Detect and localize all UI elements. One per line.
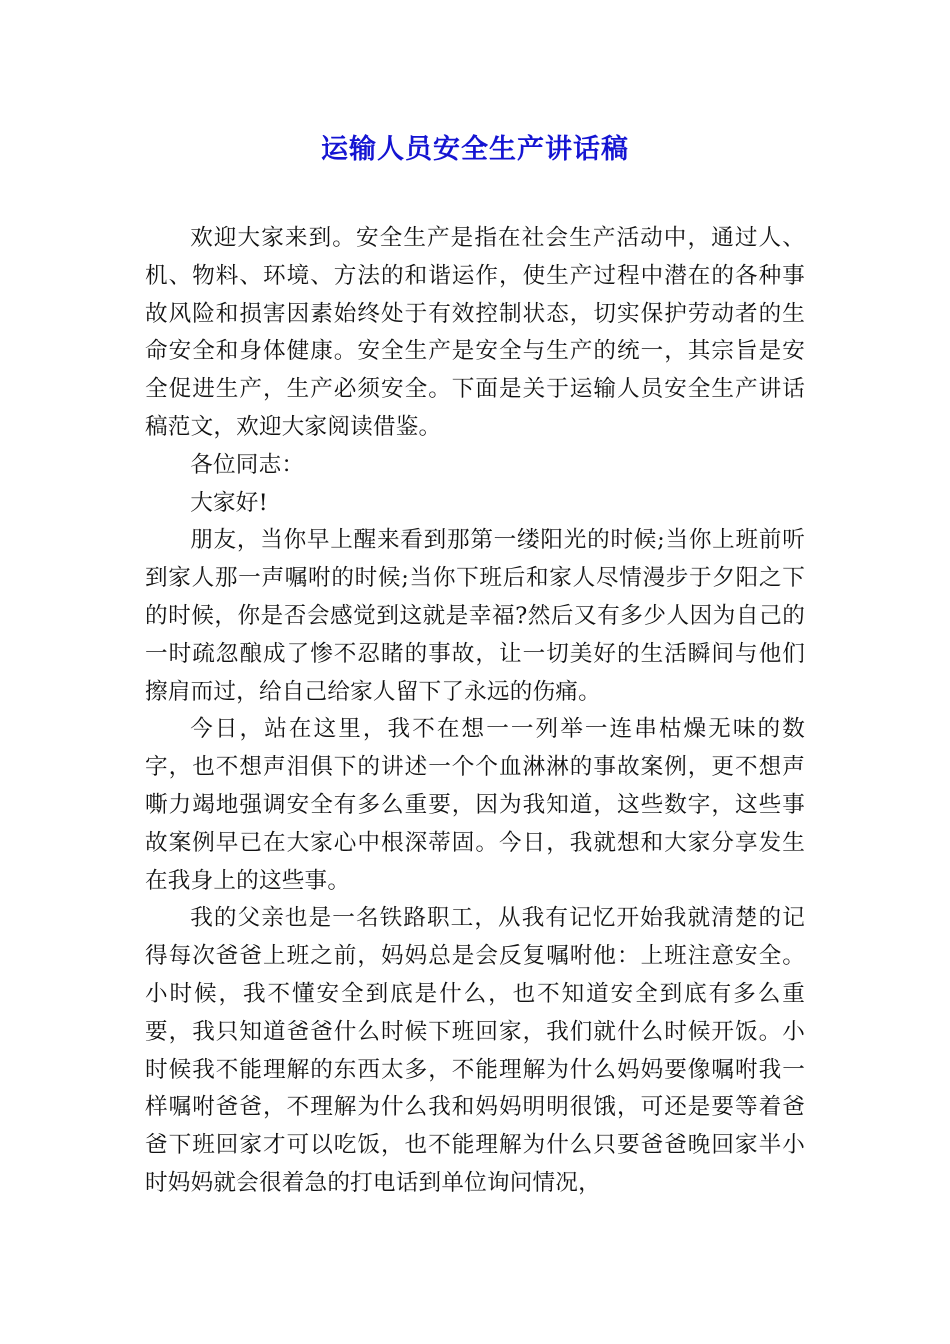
paragraph-today: 今日，站在这里，我不在想一一列举一连串枯燥无味的数字，也不想声泪俱下的讲述一个个血淋淋的事故案例，更不想声嘶力竭地强调安全有多么重要，因为我知道，这些数字，这些事故案例早已在大家心中根深蒂固。今日，我就想和大家分享发生在我身上的这些事。	[145, 716, 805, 894]
paragraph-father: 我的父亲也是一名铁路职工，从我有记忆开始我就清楚的记得每次爸爸上班之前，妈妈总是会反复嘱咐他：上班注意安全。小时候，我不懂安全到底是什么，也不知道安全到底有多么重要，我只知道爸爸什么时候下班回家，我们就什么时候开饭。小时候我不能理解的东西太多，不能理解为什么妈妈要像嘱咐我一样嘱咐爸爸，不理解为什么我和妈妈明明很饿，可还是要等着爸爸下班回家才可以吃饭，也不能理解为什么只要爸爸晚回家半小时妈妈就会很着急的打电话到单位询问情况，	[145, 905, 805, 1196]
paragraph-intro: 欢迎大家来到。安全生产是指在社会生产活动中，通过人、机、物料、环境、方法的和谐运作，使生产过程中潜在的各种事故风险和损害因素始终处于有效控制状态，切实保护劳动者的生命安全和身体健康。安全生产是安全与生产的统一，其宗旨是安全促进生产，生产必须安全。下面是关于运输人员安全生产讲话稿范文，欢迎大家阅读借鉴。	[145, 225, 805, 440]
paragraph-friends: 朋友，当你早上醒来看到那第一缕阳光的时候;当你上班前听到家人那一声嘱咐的时候;当你下班后和家人尽情漫步于夕阳之下的时候，你是否会感觉到这就是幸福?然后又有多少人因为自己的一时疏忽酿成了惨不忍睹的事故，让一切美好的生活瞬间与他们擦肩而过，给自己给家人留下了永远的伤痛。	[145, 527, 805, 705]
paragraph-greeting: 大家好!	[190, 489, 268, 516]
document-body	[145, 220, 805, 1203]
paragraph-salutation: 各位同志：	[190, 451, 305, 478]
document-title: 运输人员安全生产讲话稿	[321, 134, 629, 165]
